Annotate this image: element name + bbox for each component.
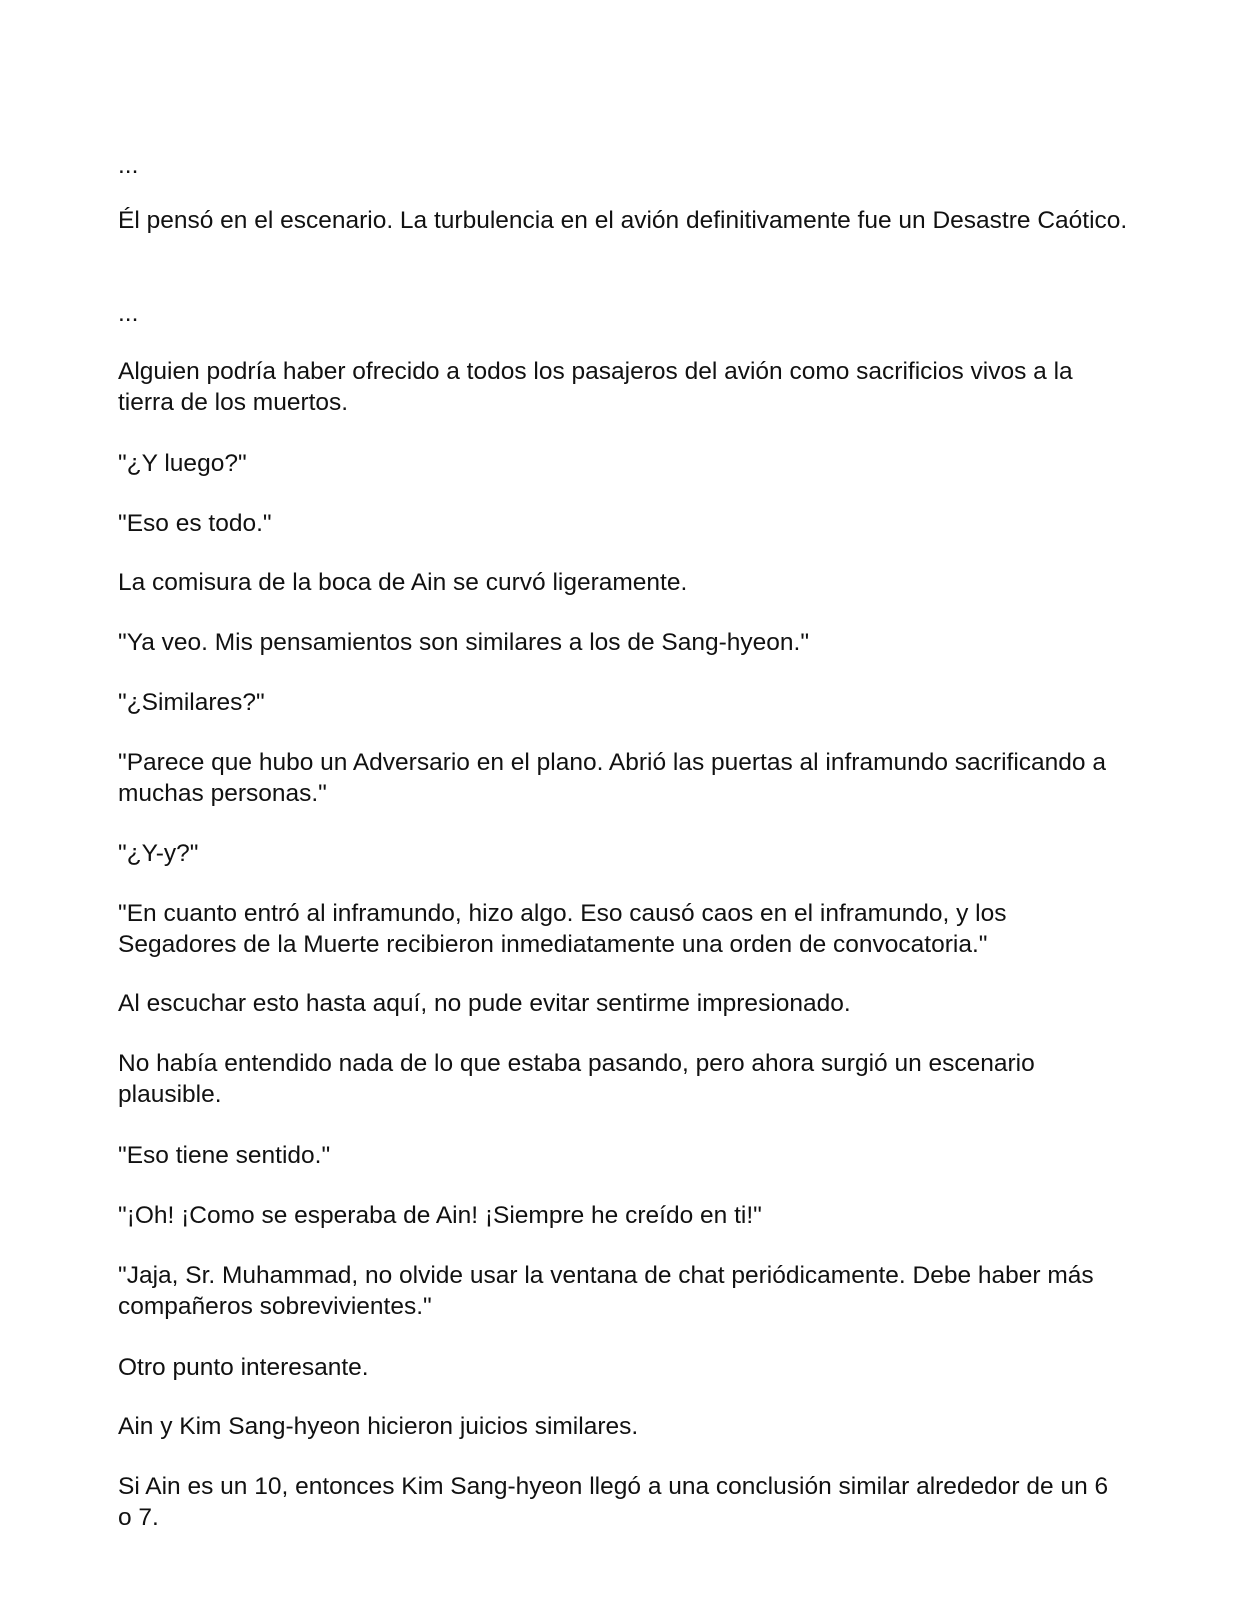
paragraph-8: "Parece que hubo un Adversario en el plano. Abrió las puertas al inframundo sacrificando a muchas personas." (118, 749, 1106, 807)
paragraph-17: Ain y Kim Sang-hyeon hicieron juicios similares. (118, 1413, 639, 1440)
paragraph-1: Él pensó en el escenario. La turbulencia en el avión definitivamente fue un Desastre Caótico. (118, 207, 1128, 234)
paragraph-11: Al escuchar esto hasta aquí, no pude evitar sentirme impresionado. (118, 990, 851, 1017)
paragraph-6: "Ya veo. Mis pensamientos son similares a los de Sang-hyeon." (118, 629, 810, 656)
paragraph-16: Otro punto interesante. (118, 1354, 369, 1381)
paragraph-4: "Eso es todo." (118, 510, 272, 537)
paragraph-ellipsis-2: ... (118, 300, 139, 327)
paragraph-3: "¿Y luego?" (118, 450, 247, 477)
paragraph-14: "¡Oh! ¡Como se esperaba de Ain! ¡Siempre he creído en ti!" (118, 1202, 762, 1229)
paragraph-12: No había entendido nada de lo que estaba pasando, pero ahora surgió un escenario plausible. (118, 1050, 1035, 1108)
paragraph-ellipsis-1: ... (118, 152, 139, 179)
paragraph-13: "Eso tiene sentido." (118, 1142, 331, 1169)
paragraph-7: "¿Similares?" (118, 689, 265, 716)
paragraph-10: "En cuanto entró al inframundo, hizo algo. Eso causó caos en el inframundo, y los Segadores de la Muerte recibieron inmediatamente una orden de convocatoria." (118, 900, 1007, 958)
paragraph-2: Alguien podría haber ofrecido a todos los pasajeros del avión como sacrificios vivos a la tierra de los muertos. (118, 358, 1073, 416)
paragraph-9: "¿Y-y?" (118, 840, 199, 867)
paragraph-5: La comisura de la boca de Ain se curvó ligeramente. (118, 569, 688, 596)
paragraph-15: "Jaja, Sr. Muhammad, no olvide usar la ventana de chat periódicamente. Debe haber más compañeros sobrevivientes." (118, 1262, 1094, 1320)
paragraph-18: Si Ain es un 10, entonces Kim Sang-hyeon llegó a una conclusión similar alrededor de un 6 o 7. (118, 1473, 1109, 1531)
